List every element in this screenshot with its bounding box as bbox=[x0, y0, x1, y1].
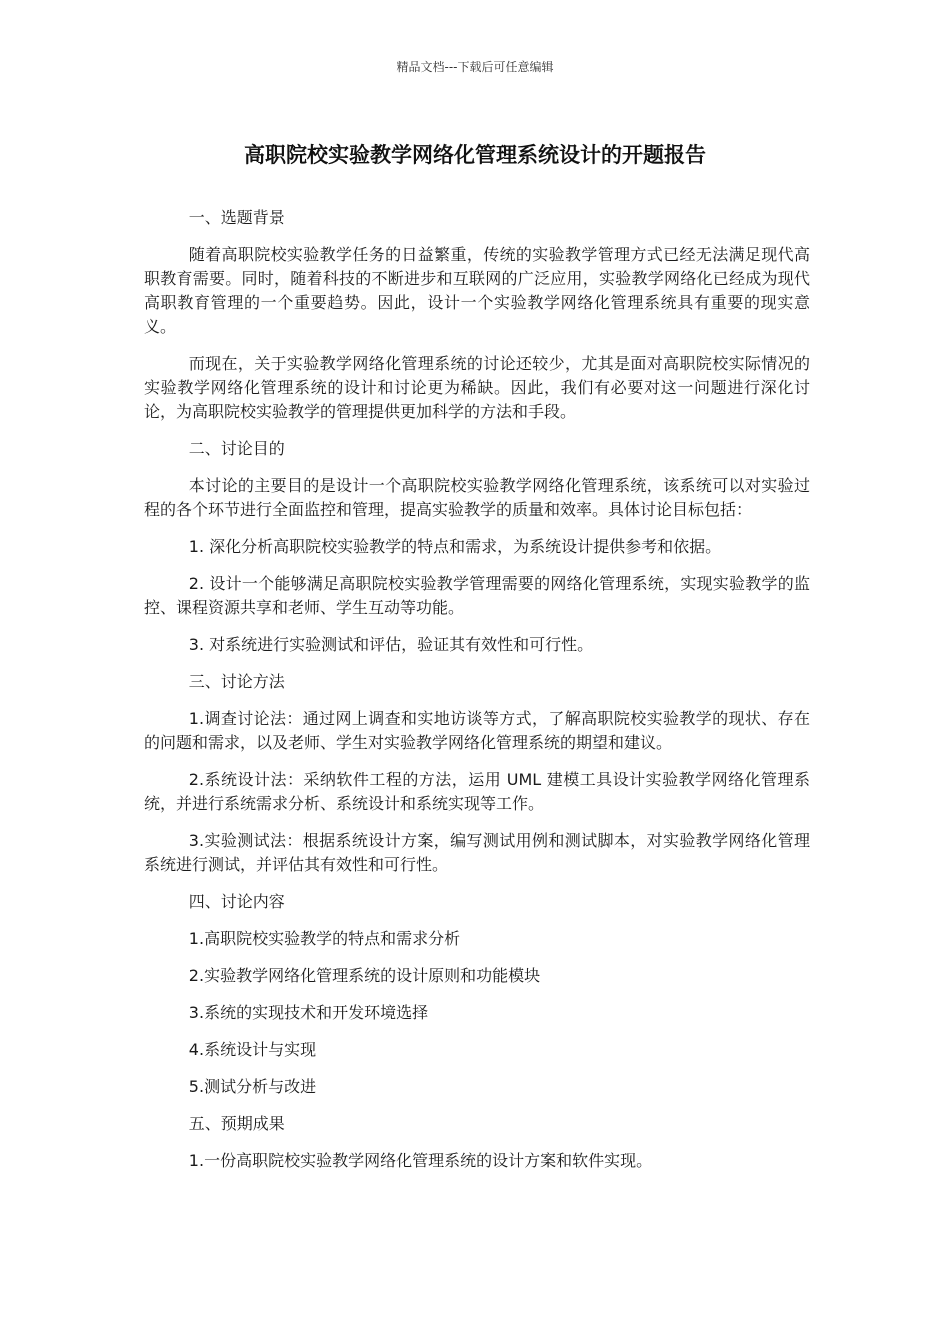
list-item: 1.一份高职院校实验教学网络化管理系统的设计方案和软件实现。 bbox=[188, 1151, 653, 1170]
list-item: 5.测试分析与改进 bbox=[188, 1077, 317, 1096]
list-item: 1.高职院校实验教学的特点和需求分析 bbox=[188, 929, 461, 948]
list-item: 3. 对系统进行实验测试和评估，验证其有效性和可行性。 bbox=[188, 635, 594, 654]
section-heading-background: 一、选题背景 bbox=[188, 208, 285, 227]
list-item: 1.调查讨论法：通过网上调查和实地访谈等方式，了解高职院校实验教学的现状、存在的问题和需求，以及老师、学生对实验教学网络化管理系统的期望和建议。 bbox=[144, 709, 810, 752]
paragraph: 而现在，关于实验教学网络化管理系统的讨论还较少，尤其是面对高职院校实际情况的实验教学网络化管理系统的设计和讨论更为稀缺。因此，我们有必要对这一问题进行深化讨论，为高职院校实验教学的管理提供更加科学的方法和手段。 bbox=[144, 354, 810, 421]
header-note: 精品文档---下载后可任意编辑 bbox=[396, 60, 554, 74]
list-item: 4.系统设计与实现 bbox=[188, 1040, 317, 1059]
list-item: 2. 设计一个能够满足高职院校实验教学管理需要的网络化管理系统，实现实验教学的监控、课程资源共享和老师、学生互动等功能。 bbox=[144, 574, 810, 617]
list-item: 1. 深化分析高职院校实验教学的特点和需求，为系统设计提供参考和依据。 bbox=[188, 537, 722, 556]
list-item: 3.系统的实现技术和开发环境选择 bbox=[188, 1003, 429, 1022]
document-title: 高职院校实验教学网络化管理系统设计的开题报告 bbox=[244, 143, 706, 167]
section-heading-methods: 三、讨论方法 bbox=[188, 672, 285, 691]
paragraph: 随着高职院校实验教学任务的日益繁重，传统的实验教学管理方式已经无法满足现代高职教育需要。同时，随着科技的不断进步和互联网的广泛应用，实验教学网络化已经成为现代高职教育管理的一个重要趋势。因此，设计一个实验教学网络化管理系统具有重要的现实意义。 bbox=[144, 245, 810, 336]
section-heading-purpose: 二、讨论目的 bbox=[188, 439, 285, 458]
section-heading-content: 四、讨论内容 bbox=[188, 892, 285, 911]
section-heading-outcomes: 五、预期成果 bbox=[188, 1114, 285, 1133]
list-item: 3.实验测试法：根据系统设计方案，编写测试用例和测试脚本，对实验教学网络化管理系统进行测试，并评估其有效性和可行性。 bbox=[144, 831, 810, 874]
document-body bbox=[144, 206, 810, 1186]
list-item: 2.实验教学网络化管理系统的设计原则和功能模块 bbox=[188, 966, 541, 985]
list-item: 2.系统设计法：采纳软件工程的方法，运用 UML 建模工具设计实验教学网络化管理系统，并进行系统需求分析、系统设计和系统实现等工作。 bbox=[144, 770, 810, 813]
paragraph: 本讨论的主要目的是设计一个高职院校实验教学网络化管理系统，该系统可以对实验过程的各个环节进行全面监控和管理，提高实验教学的质量和效率。具体讨论目标包括： bbox=[144, 476, 810, 519]
